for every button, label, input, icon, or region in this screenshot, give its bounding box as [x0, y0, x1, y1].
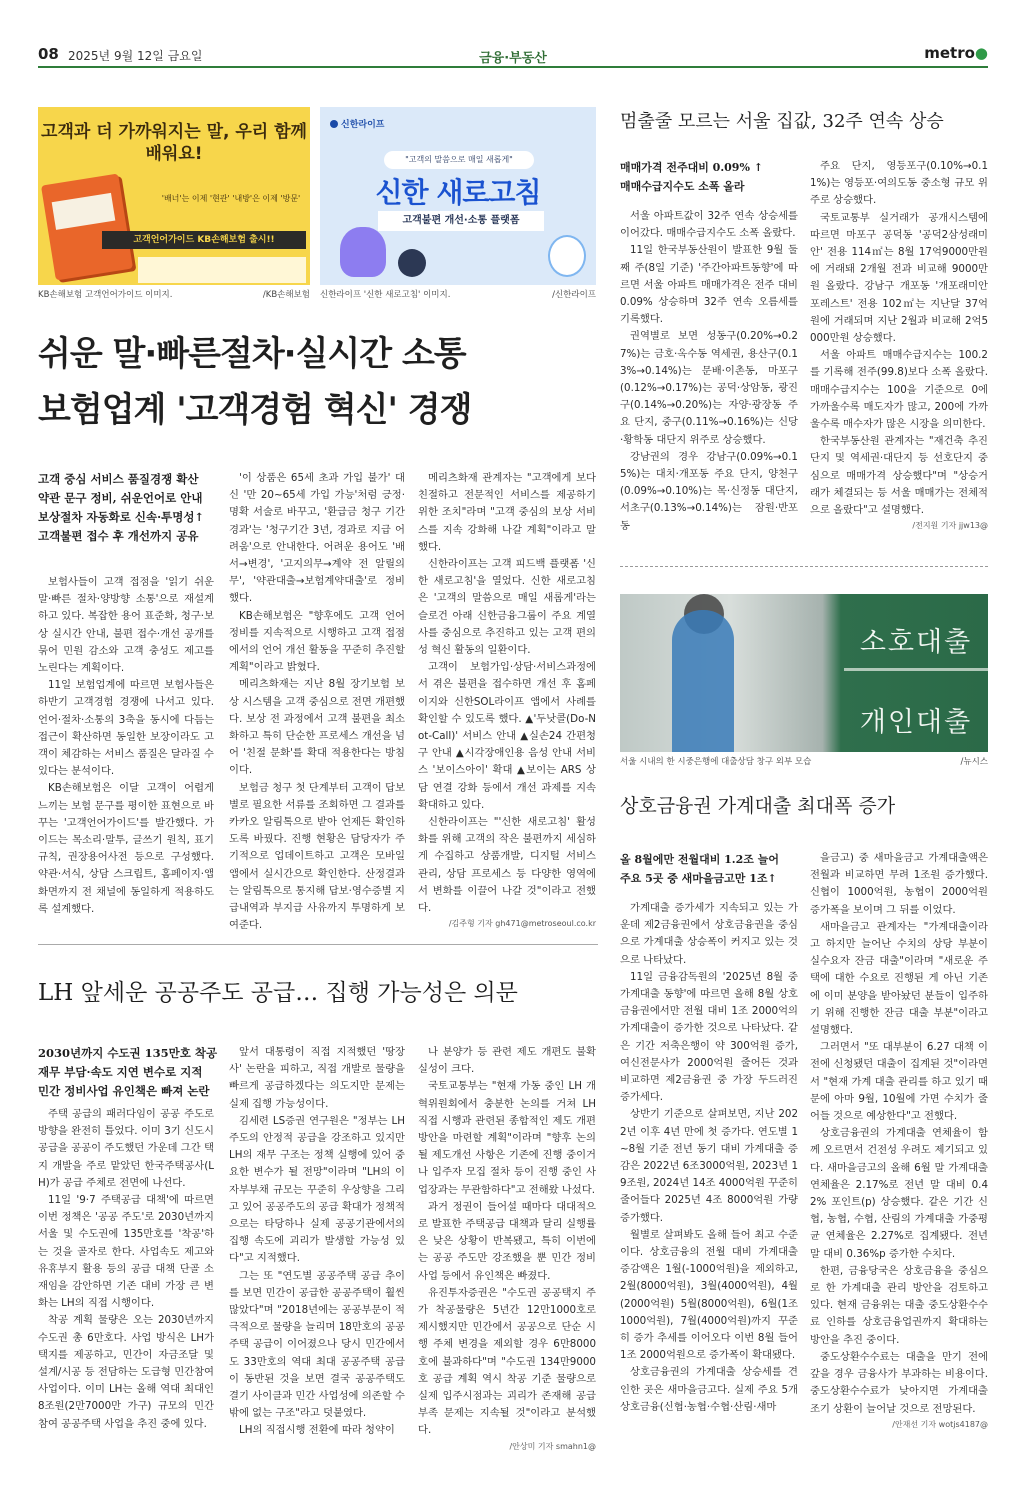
paragraph: 가계대출 증가세가 지속되고 있는 가운데 제2금융권에서 상호금융권을 중심으로 가계대출 상승폭이 커지고 있는 것으로 나타났다.	[620, 902, 798, 966]
section-name: 금융·부동산	[479, 51, 547, 66]
main-headline-1: 쉬운 말·빠른절차·실시간 소통	[38, 334, 466, 374]
main-deck-line: 보상절차 자동화로 신속·투명성↑	[38, 510, 205, 524]
lh-deck-line: 2030년까지 수도권 135만호 착공	[38, 1046, 218, 1060]
paragraph: 과거 정권이 들어설 때마다 대대적으로 발표한 주택공급 대책과 달리 실행률은 낮은 상황이 반복됐고, 특히 이번에는 공공 주도만 강조했을 뿐 민간 정비사업 등에서 유인책은 빠졌다.	[418, 1200, 596, 1282]
paragraph: 나 분양가 등 관련 제도 개편도 불확실성이 크다.	[418, 1046, 596, 1076]
paragraph: 신한라이프는 고객 피드백 플랫폼 '신한 새로고침'을 열었다. 신한 새로고침은 '고객의 말씀으로 매일 새롭게'라는 슬로건 아래 신한금융그룹이 주요 계열사를 중심으로 추진하고 있는 고객 편의성 혁신 활동의 일환이다.	[418, 558, 596, 657]
logo-mark-icon: ●	[974, 44, 988, 62]
paragraph: 월별로 살펴봐도 올해 들어 최고 수준이다. 상호금융의 전월 대비 가계대출 증감액은 1월(-1000억원)을 제외하고, 2월(8000억원), 3월(4000억원), 4월(2000억원) 5월(8000억원), 6월(1조 1000억원), 7월(4000억원)까지 꾸준히 증가 추세를 이어오다 이번 8월 들어 1조 2000억원으로 증가폭이 확대됐다.	[620, 1228, 798, 1362]
seoul-deck-line: 매매가격 전주대비 0.09% ↑	[620, 161, 763, 174]
paragraph: '이 상품은 65세 초과 가입 불가' 대신 '만 20~65세 가입 가능'처럼 긍정·명확 서술로 바꾸고, '환급금 청구 기간 경과'는 '청구기간 3년, 경과로 지급 어려움'으로 안내한다. 어려운 용어도 '배서→변경', '고지의무→계약 전 알릴의무', '약관대출→보험계약대출'로 정비했다.	[229, 472, 405, 605]
loan-byline: /안재선 기자 wotjs4187@	[892, 1419, 988, 1429]
ad1-headline: 고객과 더 가까워지는 말, 우리 함께 배워요!	[41, 122, 307, 164]
paragraph: 보험금 청구 첫 단계부터 고객이 답보별로 필요한 서류를 조회하면 그 결과를 카카오 알림톡으로 받아 언제든 확인하도록 바꿨다. 진행 현황은 담당자가 주기적으로 업데이트하고 고객은 모바일 앱에서 실시간으로 확인한다. 산정결과는 알림톡으로 통지해 답보·영수증별 지급내역과 부지급 사유까지 투명하게 보여준다.	[229, 781, 405, 932]
sign-divider	[844, 668, 988, 671]
paragraph: 11일 '9·7 주택공급 대책'에 따르면 이번 정책은 '공공 주도'로 2030년까지 서울 및 수도권에 135만호를 '착공'하는 것을 골자로 한다. 사업속도 제고와 유휴부지 활용 등의 공급 대책 단골 소재임을 감안하면 기존 대비 가장 큰 변화는 LH의 직접 시행이다.	[38, 1194, 214, 1310]
paragraph: LH의 직접시행 전환에 따라 청약이	[239, 1424, 395, 1437]
lh-byline: /안상미 기자 smahn1@	[509, 1441, 596, 1451]
seoul-headline: 멈출줄 모르는 서울 집값, 32주 연속 상승	[620, 111, 944, 132]
ad1-credit: /KB손해보험	[262, 290, 310, 300]
seoul-byline: /전지원 기자 jjw13@	[912, 521, 988, 531]
paragraph: 중도상환수수료는 대출을 만기 전에 갚을 경우 금융사가 부과하는 비용이다. 중도상환수수료가 낮아지면 가계대출 조기 상환이 늘어날 것으로 전망된다.	[810, 1350, 988, 1415]
loan-deck-line: 올 8월에만 전월대비 1.2조 늘어	[620, 853, 779, 866]
loan-deck-line: 주요 5곳 중 새마을금고만 1조↑	[620, 872, 777, 885]
metro-logo	[924, 44, 988, 62]
paragraph: 11일 금융감독원의 '2025년 8월 중 가계대출 동향'에 따르면 올해 8월 상호금융권에서만 전월 대비 1조 2000억의 가계대출이 증가한 것으로 나타났다. 같은 기간 저축은행이 약 300억원 증가, 여신전문사가 2000억원 줄어든 것과 비교하면 제2금융권 중 가장 두드러진 증가세다.	[620, 970, 798, 1104]
lh-col-1	[38, 1106, 214, 1442]
ad1-sub: '배너'는 이제 '현관' '내방'은 이제 '방문'	[161, 194, 301, 203]
lh-headline: LH 앞세운 공공주도 공급… 집행 가능성은 의문	[38, 980, 518, 1006]
paragraph: 그러면서 "또 대부분이 6.27 대책 이전에 신청됐던 대출이 집계된 것"이라면서 "현재 가계 대출 관리를 하고 있기 때문에 아마 9월, 10월에 가면 수치가 줄어들 것으로 예상한다"고 전했다.	[810, 1041, 988, 1123]
paragraph: KB손해보험은 이달 고객이 어렵게 느끼는 보험 문구를 평이한 표현으로 바꾸는 '고객언어가이드'를 발간했다. 가이드는 목소리·말투, 글쓰기 원칙, 표기 규칙, 권장용어사전 등으로 구성했다. 약관·서식, 상담 스크립트, 홈페이지·앱 화면까지 전 채널에 동일하게 적용하도록 설계했다.	[38, 782, 214, 915]
loan-headline: 상호금융권 가계대출 최대폭 증가	[620, 795, 896, 817]
ad1-caption: KB손해보험 고객언어가이드 이미지.	[38, 290, 173, 300]
loan-col-2	[810, 850, 988, 1448]
paragraph: 11일 한국부동산원이 발표한 9월 둘째 주(8일 기준) '주간아파트동향'에 따르면 서울 아파트 매매가격은 전주 대비 0.09% 상승하며 32주 연속 오름세를 기록했다.	[620, 244, 798, 326]
ad2-credit: /신한라이프	[552, 290, 596, 300]
seoul-col-1	[620, 208, 798, 538]
photo-sign-2: 개인대출	[859, 707, 973, 738]
paragraph: 신한라이프는 "'신한 새로고침' 활성화를 위해 고객의 작은 불편까지 세심하게 수집하고 상품개발, 디지털 서비스 관리, 상담 프로세스 등 다양한 영역에서 변화를 이끌어 나갈 것"이라고 전했다.	[418, 816, 596, 915]
lh-col-3	[418, 1044, 596, 1451]
paragraph: 권역별로 보면 성동구(0.20%→0.27%)는 금호·옥수동 역세권, 용산구(0.13%→0.14%)는 문배·이촌동, 마포구(0.12%→0.17%)는 공덕·상암동, 광진구(0.14%→0.20%)는 자양·광장동 주요 단지, 중구(0.11%→0.16%)는 신당·황학동 대단지 위주로 상승했다.	[620, 330, 798, 446]
main-deck-line: 고객불편 접수 후 개선까지 공유	[38, 529, 199, 543]
ad2-caption: 신한라이프 '신한 새로고침' 이미지.	[320, 290, 451, 300]
ad2-title: 신한 새로고침	[375, 176, 541, 209]
person-figure-icon	[672, 610, 734, 752]
page-number: 08	[38, 45, 59, 63]
lh-deck	[38, 1044, 216, 1101]
mascot-purple-icon	[340, 227, 386, 277]
shinhan-refresh-image	[320, 107, 596, 285]
paragraph: 상호금융권의 가계대출 연체율이 함께 오르면서 건전성 우려도 제기되고 있다. 새마을금고의 올해 6월 말 가계대출 연체율은 2.17%로 전년 말 대비 0.42% 포인트(p) 상승했다. 같은 기간 신협, 농협, 수협, 산림의 가계대출 가중평균 연체율은 2.27%로 집계됐다. 전년 말 대비 0.36%p 증가한 수치다.	[810, 1127, 988, 1260]
photo-credit: /뉴시스	[960, 757, 988, 767]
paragraph: 고객이 보험가입·상담·서비스과정에서 겪은 불편을 접수하면 개선 후 홈페이지와 신한SOL라이프 앱에서 사례를 확인할 수 있도록 했다. ▲'두낫콜(Do-Not-Call)' 서비스 안내 ▲실손24 간편청구 안내 ▲시각장애인용 음성 안내 서비스 '보이스아이' 확대 ▲보이는 ARS 상담 연결 강화 등에서 개선 과제를 지속 확대하고 있다.	[418, 661, 596, 811]
main-col-2	[229, 470, 405, 932]
divider	[620, 566, 988, 567]
ad1-caption-row	[38, 288, 310, 300]
lh-deck-line: 민간 정비사업 유인책은 빠져 논란	[38, 1084, 210, 1098]
lh-col-2	[229, 1044, 405, 1442]
paragraph: 주택 공급의 패러다임이 공공 주도로 방향을 완전히 틀었다. 이미 3기 신도시 공급을 공공이 주도했던 가운데 그간 택지 개발을 주로 맡았던 한국주택공사(LH)가 공급 주체로 전면에 나선다.	[38, 1108, 214, 1189]
paragraph: 그는 또 "연도별 공공주택 공급 추이를 보면 민간이 공급한 공공주택이 훨씬 많았다"며 "2018년에는 공공부문이 적극적으로 물량을 늘리며 18만호의 공공주택 공급이 이어졌으나 당시 민간에서도 33만호의 역대 최대 공공주택 공급이 동반된 것을 보면 결국 공공주택도 결기 사이클과 민간 사업성에 의존할 수밖에 없는 구조"라고 덧붙였다.	[229, 1269, 405, 1420]
photo-sign-1: 소호대출	[859, 627, 973, 658]
main-byline: /김주형 기자 gh471@metroseoul.co.kr	[448, 919, 596, 929]
seoul-col-2	[810, 158, 988, 538]
ad2-subtitle: 고객불편 개선·소통 플랫폼	[378, 211, 544, 231]
main-deck-line: 약관 문구 정비, 쉬운언어로 안내	[38, 491, 203, 505]
mascot-cloud-icon	[548, 235, 586, 277]
paragraph: 보험사들이 고객 접점을 '읽기 쉬운 말·빠른 절차·양방향 소통'으로 재설계하고 있다. 복잡한 용어 표준화, 청구·보상 실시간 안내, 불편 접수·개선 공개를 묶어 민원 감소와 고객 충성도 제고를 노린다는 계획이다.	[38, 576, 214, 675]
ad2-quote: "고객의 말씀으로 매일 새롭게"	[384, 151, 534, 169]
paragraph: 주요 단지, 영등포구(0.10%→0.11%)는 영등포·여의도동 중소형 규모 위주로 상승했다.	[810, 160, 988, 207]
kb-language-guide-image	[38, 107, 310, 285]
seoul-deck-line: 매매수급지수도 소폭 올라	[620, 180, 745, 193]
paragraph: 앞서 대통령이 직접 지적했던 '땅장사' 논란을 피하고, 직접 개발로 물량을 빠르게 공급하겠다는 의도지만 문제는 실제 집행 가능성이다.	[229, 1046, 405, 1110]
paragraph: 착공 계획 물량은 오는 2030년까지 수도권 총 6만호다. 사업 방식은 LH가 택지를 제공하고, 민간이 자금조달 및 설계/시공 등 전담하는 도급형 민간참여사업이다. 이미 LH는 올해 역대 최대인 8조원(2만7000만 가구) 규모의 민간참여 공공주택 사업을 추진 중에 있다.	[38, 1314, 214, 1430]
paragraph: 국토교통부 실거래가 공개시스템에 따르면 마포구 공덕동 '공덕2삼성래미안' 전용 114㎡는 8월 17억9000만원에 거래돼 2개월 전과 비교해 9000만원 올랐다. 강남구 개포동 '개포래미안포레스트' 전용 102㎡는 지난달 37억원에 거래되며 지난 2월과 비교해 2억5000만원 상승했다.	[810, 211, 988, 345]
paragraph: 상호금융권의 가계대출 상승세를 견인한 곳은 새마을금고다. 실제 주요 5개 상호금융(신협·농협·수협·산림·새마	[620, 1366, 798, 1413]
seoul-deck	[620, 158, 800, 196]
ad1-strip: 고객언어가이드 KB손해보험 출시!!	[102, 231, 306, 249]
paragraph: 을금고) 중 새마을금고 가계대출액은 전월과 비교하면 무려 1조원 증가했다. 신협이 1000억원, 농협이 2000억원 증가폭을 보이며 그 뒤를 이었다.	[810, 852, 988, 916]
photo-caption: 서울 시내의 한 시중은행에 대출상담 창구 외부 모습	[620, 757, 812, 767]
lh-deck-line: 재무 부담·속도 지연 변수로 지적	[38, 1065, 203, 1079]
main-deck-line: 고객 중심 서비스 품질경쟁 확산	[38, 472, 199, 486]
loan-deck	[620, 850, 800, 888]
paragraph: 서울 아파트값이 32주 연속 상승세를 이어갔다. 매매수급지수도 소폭 올랐다.	[620, 210, 798, 240]
main-headline-2: 보험업계 '고객경험 혁신' 경쟁	[38, 390, 472, 430]
paragraph: 한국부동산원 관계자는 "재건축 추진단지 및 역세권·대단지 등 선호단지 중심으로 매매가격 상승했다"며 "상승거래가 체결되는 등 서울 매매가는 전체적으로 올랐다"고 설명했다.	[810, 435, 988, 517]
paragraph: 메리츠화재는 지난 8월 장기보험 보상 시스템을 고객 중심으로 전면 개편했다. 보상 전 과정에서 고객 불편을 최소화하고 특히 단순한 프로세스 개선을 넘어 '친절 문화'를 확대 적용한다는 방침이다.	[229, 678, 405, 777]
loan-desk-photo	[620, 594, 988, 752]
paragraph: 국토교통부는 "현재 가동 중인 LH 개혁위원회에서 충분한 논의를 거쳐 LH 직접 시행과 관련된 종합적인 제도 개편 방안을 마련할 계획"이라며 "향후 논의될 제도개선 사항은 기존에 진행 중이거나 입주자 모집 절차 등이 진행 중인 사업장과는 무관함하다"고 전해왔 나섰다.	[418, 1080, 596, 1196]
paragraph: 상반기 기준으로 살펴보면, 지난 2022년 이후 4년 만에 첫 증가다. 연도별 1~8월 기준 전년 동기 대비 가계대출 증감은 2022년 6조3000억원, 2023년 19조원, 2024년 14조 4000억원 꾸준히 줄어들다 2025년 4조 8000억원 가량 증가했다.	[620, 1108, 798, 1224]
paragraph: KB손해보험은 "향후에도 고객 언어 정비를 지속적으로 시행하고 고객 접점에서의 언어 개선 활동을 꾸준히 추진할 계획"이라고 밝혔다.	[229, 609, 405, 674]
shinhan-logo: 신한라이프	[330, 117, 384, 130]
divider	[38, 944, 598, 945]
logo-text: metro	[924, 44, 975, 62]
issue-date: 2025년 9월 12일 금요일	[68, 49, 203, 63]
ad1-notes-box	[138, 257, 306, 283]
page-header	[38, 42, 988, 68]
paragraph: 서울 아파트 매매수급지수는 100.2를 기록해 전주(99.8)보다 소폭 올랐다. 매매수급지수는 100을 기준으로 0에 가까울수록 매도자가 많고, 200에 가까울수록 매수자가 많은 시장을 의미한다.	[810, 349, 988, 431]
main-col-3	[418, 470, 596, 929]
paragraph: 강남권의 경우 강남구(0.09%→0.15%)는 대치·개포동 주요 단지, 양천구(0.09%→0.10%)는 목·신정동 대단지, 서초구(0.13%→0.14%)는 잠원·반포동	[620, 450, 798, 532]
paragraph: 김세련 LS증권 연구원은 "정부는 LH 주도의 안정적 공급을 강조하고 있지만 LH의 재무 구조는 정책 실행에 있어 중요한 변수가 될 전망"이라며 "LH의 이자부부채 규모는 꾸준히 우상향을 그리고 있어 공공주도의 공급 확대가 정책적으로는 타당하나 실제 공공기관에서의 집행 속도에 괴리가 발생할 가능성 있다"고 지적했다.	[229, 1114, 405, 1265]
paragraph: 11일 보험업계에 따르면 보험사들은 하반기 고객경험 경쟁에 나서고 있다. 언어·절차·소통의 3축을 동시에 다듬는 접근이 확산하면 동일한 보장이라도 고객이 체감하는 서비스 품질은 달라질 수 있다는 분석이다.	[38, 679, 214, 778]
guide-book-icon	[41, 173, 133, 280]
paragraph: 한편, 금융당국은 상호금융을 중심으로 한 가계대출 관리 방안을 검토하고 있다. 현재 금융위는 대출 중도상환수수료 인하를 상호금융업권까지 확대하는 방안을 추진 중이다.	[810, 1264, 988, 1346]
main-deck	[38, 470, 220, 546]
paragraph: 메리츠화재 관계자는 "고객에게 보다 친절하고 전문적인 서비스를 제공하기 위한 조치"라며 "고객 중심의 보상 서비스를 지속 강화해 나갈 계획"이라고 말했다.	[418, 472, 596, 553]
photo-caption-row	[620, 755, 988, 767]
mascot-penguin-icon	[398, 249, 426, 277]
paragraph: 새마을금고 관계자는 "가계대출이라고 하지만 늘어난 수치의 상당 부분이 실수요자 잔금 대출"이라며 "새로운 주택에 대한 수요로 진행된 게 아닌 기존에 이미 분양을 받아놨던 분들이 입주하기 위해 진행한 잔금 대출 부분"이라고 설명했다.	[810, 920, 988, 1037]
loan-col-1	[620, 900, 798, 1448]
main-col-1	[38, 574, 214, 924]
ad2-caption-row	[320, 288, 596, 300]
paragraph: 유진투자증권은 "수도권 공공택지 주가 착공물량은 5년간 12만1000호로 제시했지만 민간에서 공공으로 단순 시행 주체 변경을 제외할 경우 6만8000호에 불과하다"며 "수도권 134만9000호 공급 계획 역시 착공 기준 물량으로 실제 입주시점과는 괴리가 존재해 공급 부족 문제는 지속될 것"이라고 분석했다.	[418, 1286, 596, 1437]
